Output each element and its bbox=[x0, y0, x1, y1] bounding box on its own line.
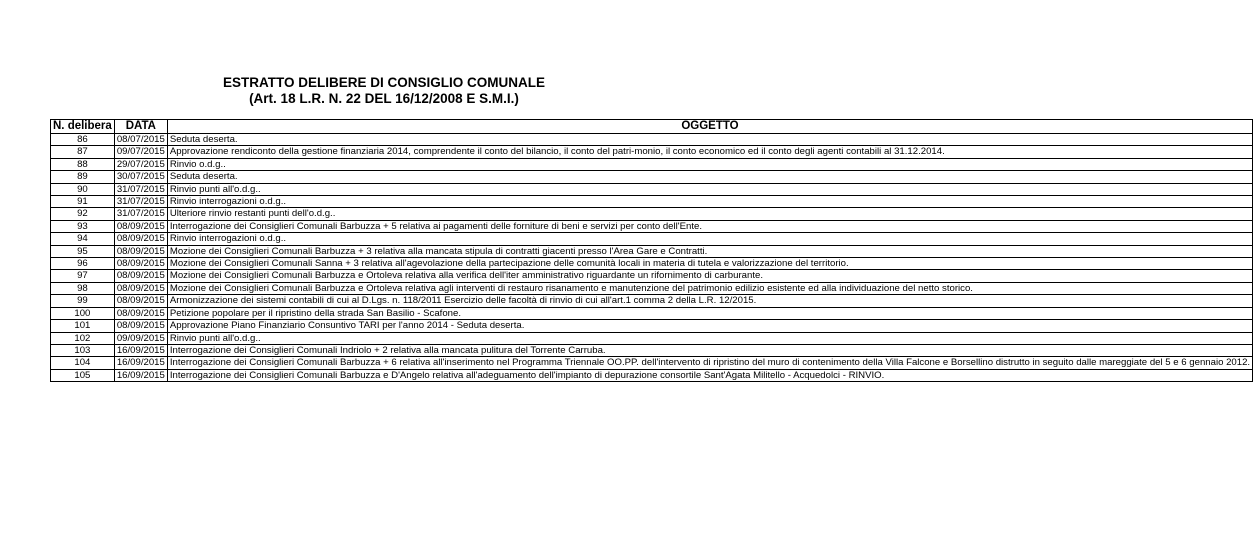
cell-number: 101 bbox=[51, 320, 115, 332]
cell-date: 08/09/2015 bbox=[114, 295, 167, 307]
column-header-number: N. delibera bbox=[51, 120, 115, 134]
cell-number: 93 bbox=[51, 220, 115, 232]
cell-subject: Interrogazione dei Consiglieri Comunali Indriolo + 2 relativa alla mancata pulitura del Torrente Carruba. bbox=[167, 344, 1252, 356]
table-row bbox=[51, 332, 1253, 344]
cell-date: 08/09/2015 bbox=[114, 270, 167, 282]
cell-subject: Approvazione Piano Finanziario Consuntivo TARI per l'anno 2014 - Seduta deserta. bbox=[167, 320, 1252, 332]
cell-number: 91 bbox=[51, 196, 115, 208]
cell-subject: Seduta deserta. bbox=[167, 134, 1252, 146]
cell-subject: Petizione popolare per il ripristino della strada San Basilio - Scafone. bbox=[167, 307, 1252, 319]
cell-subject: Rinvio o.d.g.. bbox=[167, 158, 1252, 170]
cell-date: 29/07/2015 bbox=[114, 158, 167, 170]
cell-number: 98 bbox=[51, 282, 115, 294]
cell-number: 90 bbox=[51, 183, 115, 195]
table-header-row bbox=[51, 120, 1253, 134]
table-row bbox=[51, 270, 1253, 282]
cell-subject: Mozione dei Consiglieri Comunali Barbuzza e Ortoleva relativa alla verifica dell'iter amministrativo riguardante un rifornimento di carburante. bbox=[167, 270, 1252, 282]
cell-subject: Approvazione rendiconto della gestione finanziaria 2014, comprendente il conto del bilancio, il conto del patri-monio, il conto economico ed il conto degli agenti contabili al 31.12.2014. bbox=[167, 146, 1252, 158]
cell-date: 09/09/2015 bbox=[114, 332, 167, 344]
cell-date: 08/09/2015 bbox=[114, 220, 167, 232]
cell-subject: Mozione dei Consiglieri Comunali Barbuzza e Ortoleva relativa agli interventi di restauro risanamento e manutenzione del patrimonio edilizio esistente ed alla individuazione del netto storico. bbox=[167, 282, 1252, 294]
table-row bbox=[51, 344, 1253, 356]
document-title: ESTRATTO DELIBERE DI CONSIGLIO COMUNALE bbox=[222, 75, 545, 90]
cell-subject: Interrogazione dei Consiglieri Comunali Barbuzza + 5 relativa ai pagamenti delle forniture di beni e servizi per conto dell'Ente. bbox=[167, 220, 1252, 232]
cell-subject: Rinvio punti all'o.d.g.. bbox=[167, 332, 1252, 344]
cell-date: 08/09/2015 bbox=[114, 258, 167, 270]
table-row bbox=[51, 146, 1253, 158]
table-row bbox=[51, 233, 1253, 245]
table-row bbox=[51, 369, 1253, 381]
table-row bbox=[51, 158, 1253, 170]
cell-subject: Ulteriore rinvio restanti punti dell'o.d.g.. bbox=[167, 208, 1252, 220]
table-row bbox=[51, 208, 1253, 220]
cell-number: 105 bbox=[51, 369, 115, 381]
cell-number: 97 bbox=[51, 270, 115, 282]
cell-subject: Seduta deserta. bbox=[167, 171, 1252, 183]
cell-number: 96 bbox=[51, 258, 115, 270]
resolutions-table bbox=[50, 119, 1253, 382]
cell-date: 31/07/2015 bbox=[114, 196, 167, 208]
cell-number: 103 bbox=[51, 344, 115, 356]
cell-date: 09/07/2015 bbox=[114, 146, 167, 158]
table-row bbox=[51, 282, 1253, 294]
table-row bbox=[51, 245, 1253, 257]
cell-date: 08/09/2015 bbox=[114, 320, 167, 332]
cell-subject: Mozione dei Consiglieri Comunali Barbuzza + 3 relativa alla mancata stipula di contratti giacenti presso l'Area Gare e Contratti. bbox=[167, 245, 1252, 257]
cell-number: 88 bbox=[51, 158, 115, 170]
cell-number: 87 bbox=[51, 146, 115, 158]
cell-number: 95 bbox=[51, 245, 115, 257]
cell-date: 31/07/2015 bbox=[114, 183, 167, 195]
table-row bbox=[51, 134, 1253, 146]
table-row bbox=[51, 196, 1253, 208]
table-row bbox=[51, 320, 1253, 332]
table-row bbox=[51, 183, 1253, 195]
column-header-subject: OGGETTO bbox=[167, 120, 1252, 134]
cell-date: 08/09/2015 bbox=[114, 307, 167, 319]
cell-date: 08/07/2015 bbox=[114, 134, 167, 146]
cell-date: 30/07/2015 bbox=[114, 171, 167, 183]
cell-date: 08/09/2015 bbox=[114, 233, 167, 245]
cell-number: 86 bbox=[51, 134, 115, 146]
cell-number: 94 bbox=[51, 233, 115, 245]
cell-subject: Rinvio interrogazioni o.d.g.. bbox=[167, 233, 1252, 245]
cell-number: 89 bbox=[51, 171, 115, 183]
cell-subject: Armonizzazione dei sistemi contabili di cui al D.Lgs. n. 118/2011 Esercizio delle facoltà di rinvio di cui all'art.1 comma 2 della L.R. 12/2015. bbox=[167, 295, 1252, 307]
table-row bbox=[51, 307, 1253, 319]
cell-date: 08/09/2015 bbox=[114, 282, 167, 294]
cell-date: 31/07/2015 bbox=[114, 208, 167, 220]
cell-number: 104 bbox=[51, 357, 115, 369]
cell-subject: Mozione dei Consiglieri Comunali Sanna + 3 relativa all'agevolazione della partecipazione delle comunità locali in materia di tutela e valorizzazione del territorio. bbox=[167, 258, 1252, 270]
cell-date: 16/09/2015 bbox=[114, 369, 167, 381]
table-row bbox=[51, 295, 1253, 307]
document-subtitle: (Art. 18 L.R. N. 22 DEL 16/12/2008 E S.M.I.) bbox=[249, 91, 519, 106]
table-row bbox=[51, 258, 1253, 270]
cell-number: 102 bbox=[51, 332, 115, 344]
cell-date: 08/09/2015 bbox=[114, 245, 167, 257]
table-row bbox=[51, 171, 1253, 183]
table-row bbox=[51, 357, 1253, 369]
cell-subject: Rinvio punti all'o.d.g.. bbox=[167, 183, 1252, 195]
cell-date: 16/09/2015 bbox=[114, 344, 167, 356]
cell-number: 100 bbox=[51, 307, 115, 319]
cell-number: 99 bbox=[51, 295, 115, 307]
table-row bbox=[51, 220, 1253, 232]
column-header-date: DATA bbox=[114, 120, 167, 134]
cell-subject: Interrogazione dei Consiglieri Comunali Barbuzza + 6 relativa all'inserimento nel Programma Triennale OO.PP. dell'intervento di ripristino del muro di contenimento della Villa Falcone e Borsellino distrutto in seguito dalle mareggiate del 5 e 6 gennaio 2012. bbox=[167, 357, 1252, 369]
cell-subject: Rinvio interrogazioni o.d.g.. bbox=[167, 196, 1252, 208]
cell-subject: Interrogazione dei Consiglieri Comunali Barbuzza e D'Angelo relativa all'adeguamento dell'impianto di depurazione consortile Sant'Agata Militello - Acquedolci - RINVIO. bbox=[167, 369, 1252, 381]
cell-number: 92 bbox=[51, 208, 115, 220]
cell-date: 16/09/2015 bbox=[114, 357, 167, 369]
table-body bbox=[51, 134, 1253, 382]
